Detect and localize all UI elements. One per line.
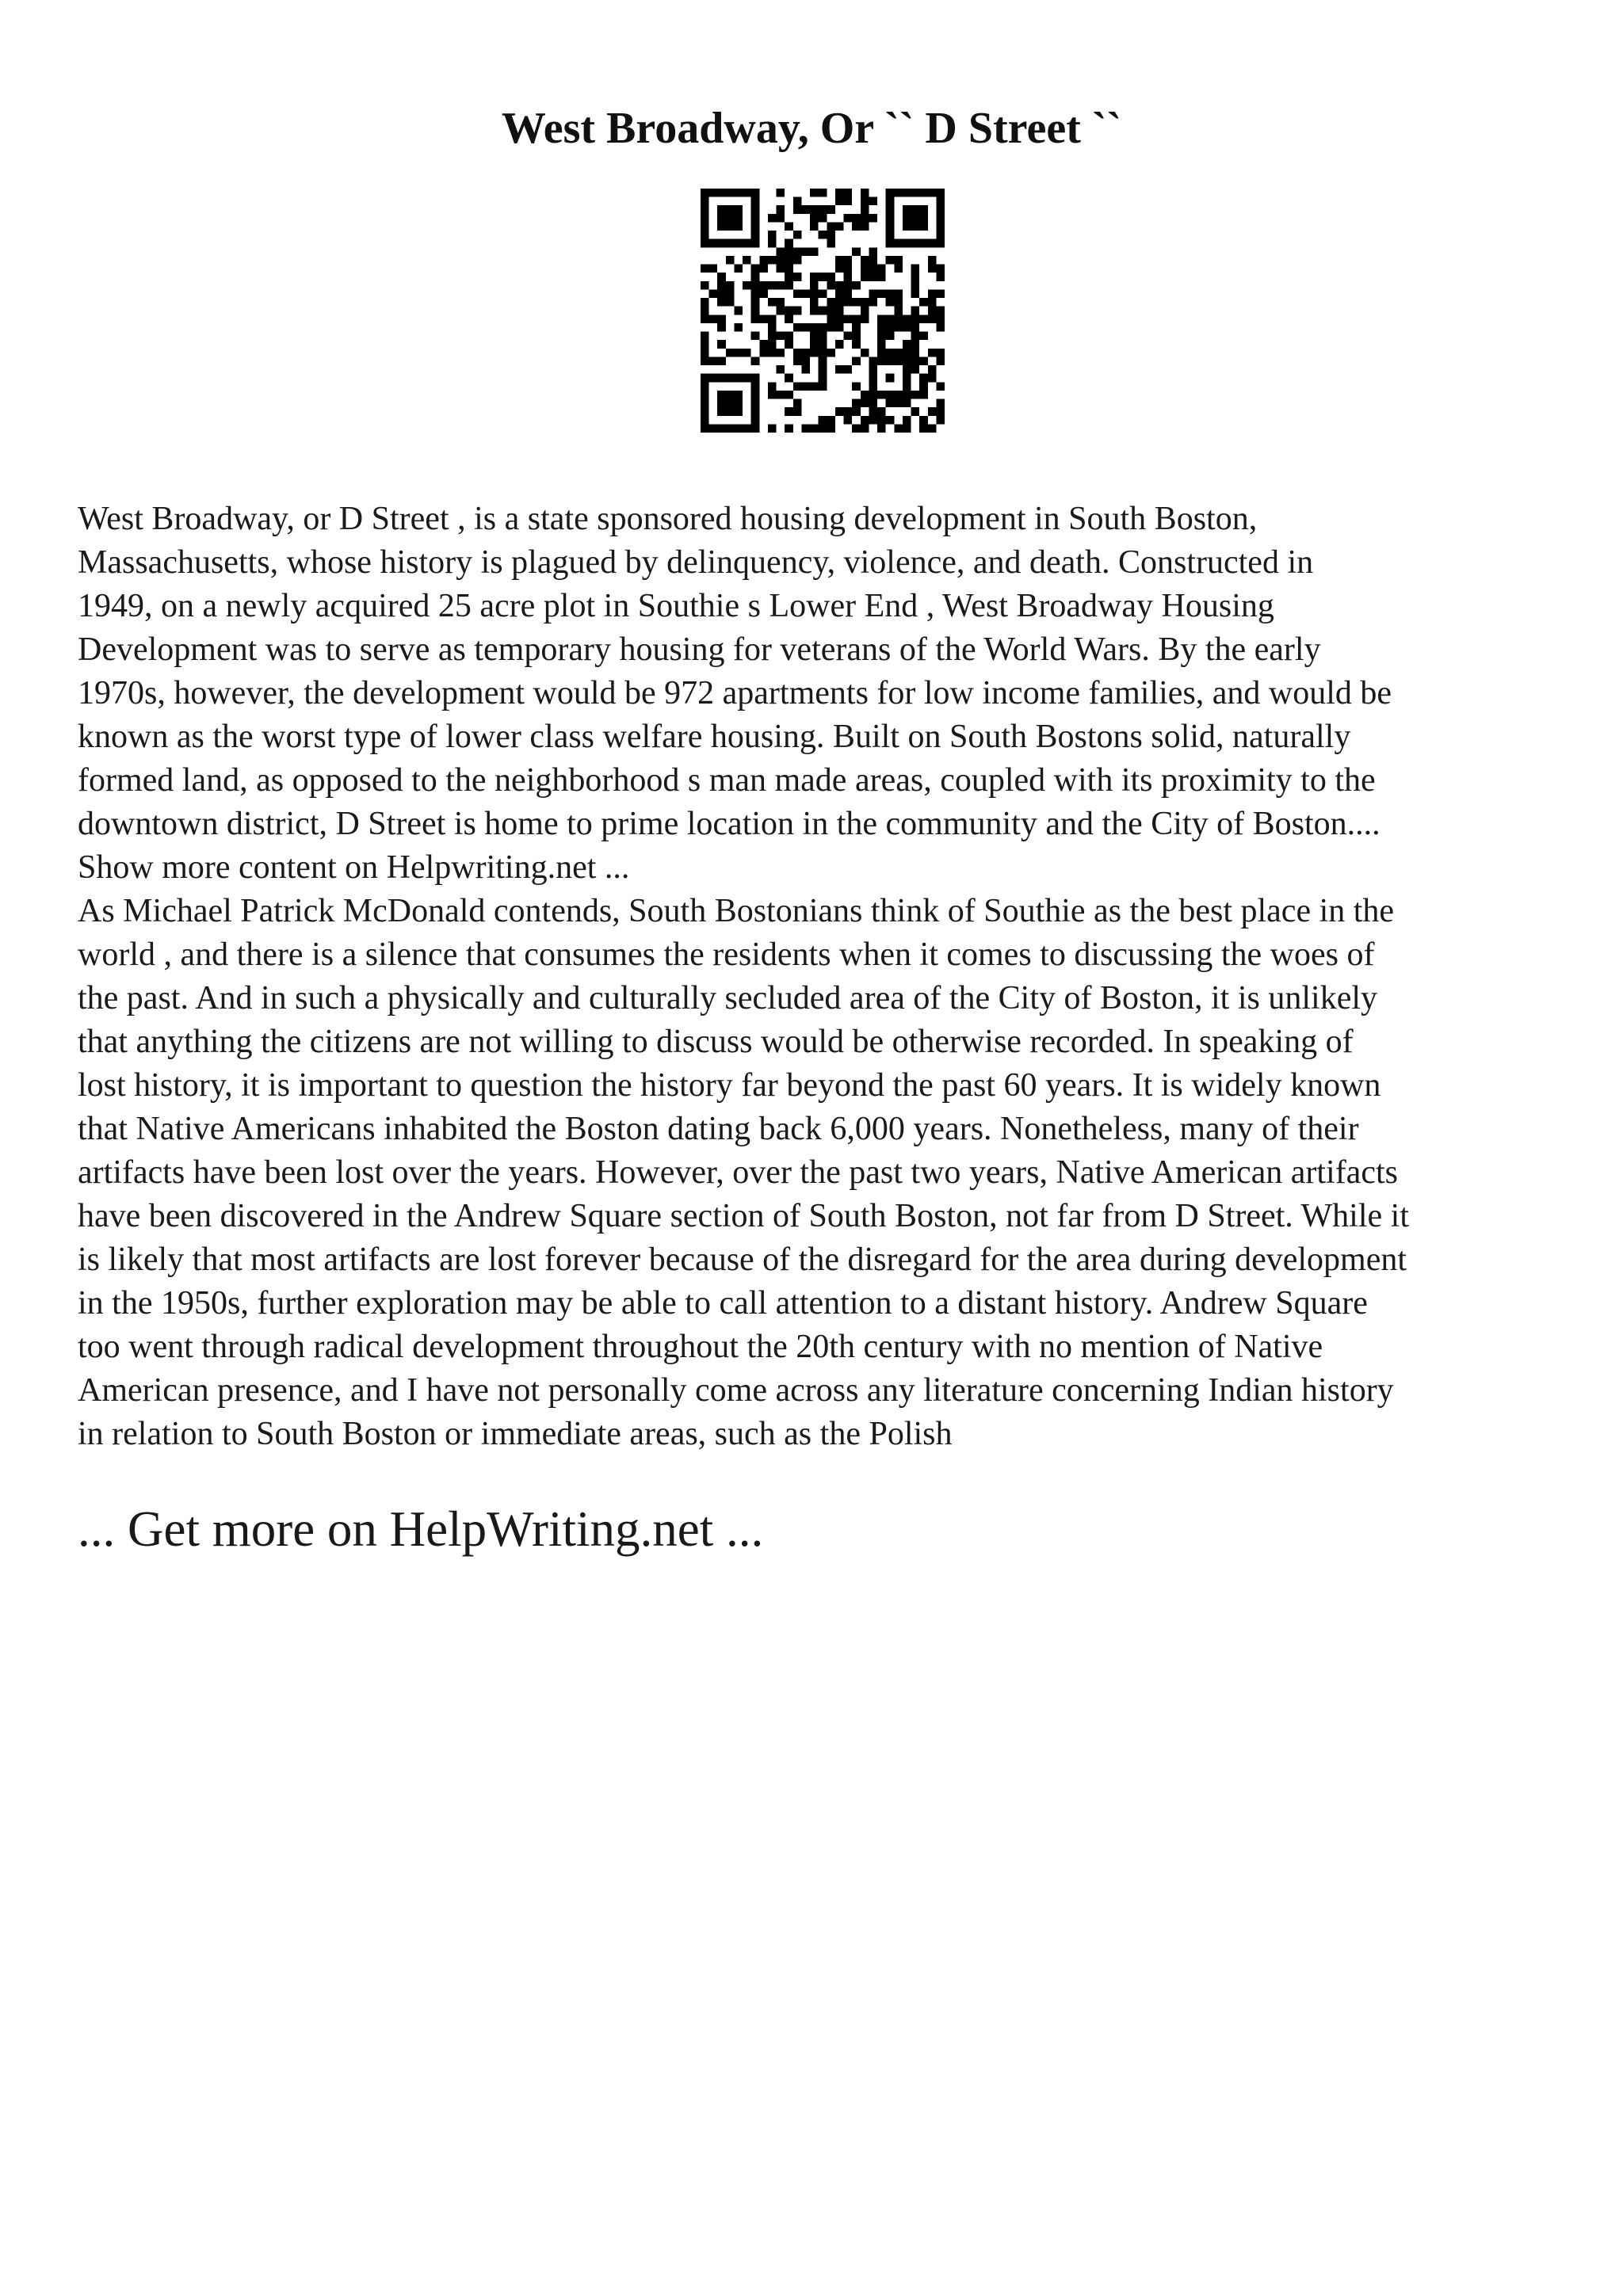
paragraph-main: As Michael Patrick McDonald contends, South Bostonians think of Southie as the best place in the world , and there is a silence that consumes the residents when it comes to discussing the woes of the past. And in such a physically and culturally secluded area of the City of Boston, it is unlikely that anything the citizens are not willing to discuss would be otherwise recorded. In speaking of lost history, it is important to question the history far beyond the past 60 years. It is widely known that Native Americans inhabited the Boston dating back 6,000 years. Nonetheless, many of their artifacts have been lost over the years. However, over the past two years, Native American artifacts have been discovered in the Andrew Square section of South Boston, not far from D Street. While it is likely that most artifacts are lost forever because of the disregard for the area during development in the 1950s, further exploration may be able to call attention to a distant history. Andrew Square too went through radical development throughout the 20th century with no mention of Native American presence, and I have not personally come across any literature concerning Indian history in relation to South Boston or immediate areas, such as the Polish — [78, 893, 1409, 1452]
qr-code-graphic — [701, 189, 945, 433]
paragraph-intro: West Broadway, or D Street , is a state sponsored housing development in South Boston, Massachusetts, whose history is plagued by delinquency, violence, and death. Constructed in 1949, on a newly acquired 25 acre plot in Southie s Lower End , West Broadway Housing Development was to serve as temporary housing for veterans of the World Wars. By the early 1970s, however, the development would be 972 apartments for low income families, and would be known as the worst type of lower class welfare housing. Built on South Bostons solid, naturally formed land, as opposed to the neighborhood s man made areas, coupled with its proximity to the downtown district, D Street is home to prime location in the community and the City of Boston.... — [78, 501, 1392, 842]
article-body — [78, 498, 1568, 1456]
page-title: West Broadway, Or `` D Street `` — [501, 104, 1122, 153]
qr-code-icon[interactable] — [701, 189, 945, 433]
show-more-link[interactable]: Show more content on Helpwriting.net ... — [78, 849, 630, 886]
get-more-link[interactable]: ... Get more on HelpWriting.net ... — [78, 1501, 764, 1557]
